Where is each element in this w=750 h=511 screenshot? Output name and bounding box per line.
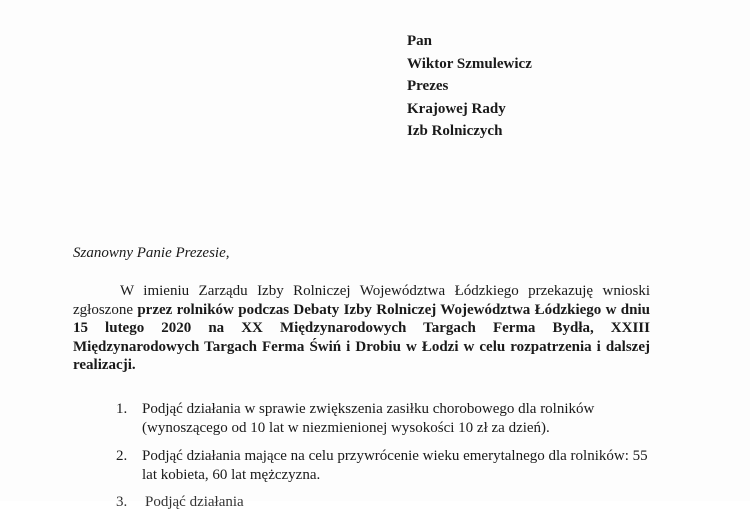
list-item-text: Podjąć działania w sprawie zwiększenia zasiłku chorobowego dla rolników (wynoszącego od 10 lat w niezmienionej wysokości 10 zł za dzień). (142, 401, 595, 436)
list-item-partial (116, 494, 244, 511)
recipient-position: Prezes (407, 78, 449, 94)
recipient-title: Pan (407, 33, 433, 49)
intro-paragraph (73, 282, 650, 375)
recipient-organization-line1: Krajowej Rady (407, 100, 506, 117)
list-item (116, 400, 656, 438)
list-item-text: Podjąć działania (145, 494, 244, 510)
list-item-number: 3. (116, 494, 128, 510)
list-item-number: 2. (116, 448, 128, 464)
salutation: Szanowny Panie Prezesie, (73, 245, 230, 261)
recipient-organization-line2: Izb Rolniczych (407, 123, 503, 139)
list-item-number: 1. (116, 401, 128, 417)
intro-bold-text: przez rolników podczas Debaty Izby Rolniczej Województwa Łódzkiego w dniu 15 lutego 2020 na XX Międzynarodowych Targach Ferma Bydła, XXIII Międzynarodowych Targach Ferma Świń i Drobiu w Łodzi w celu rozpatrzenia i dalszej realizacji. (73, 301, 650, 373)
list-item (116, 447, 656, 485)
list-item-text: Podjąć działania mające na celu przywrócenie wieku emerytalnego dla rolników: 55 lat kobieta, 60 lat mężczyzna. (142, 448, 648, 483)
recipient-name: Wiktor Szmulewicz (407, 55, 532, 72)
recipient-block (407, 30, 532, 143)
intro-plain-text: W imieniu Zarządu Izby Rolniczej Województwa Łódzkiego przekazuję wnioski zgłoszone (73, 283, 650, 318)
